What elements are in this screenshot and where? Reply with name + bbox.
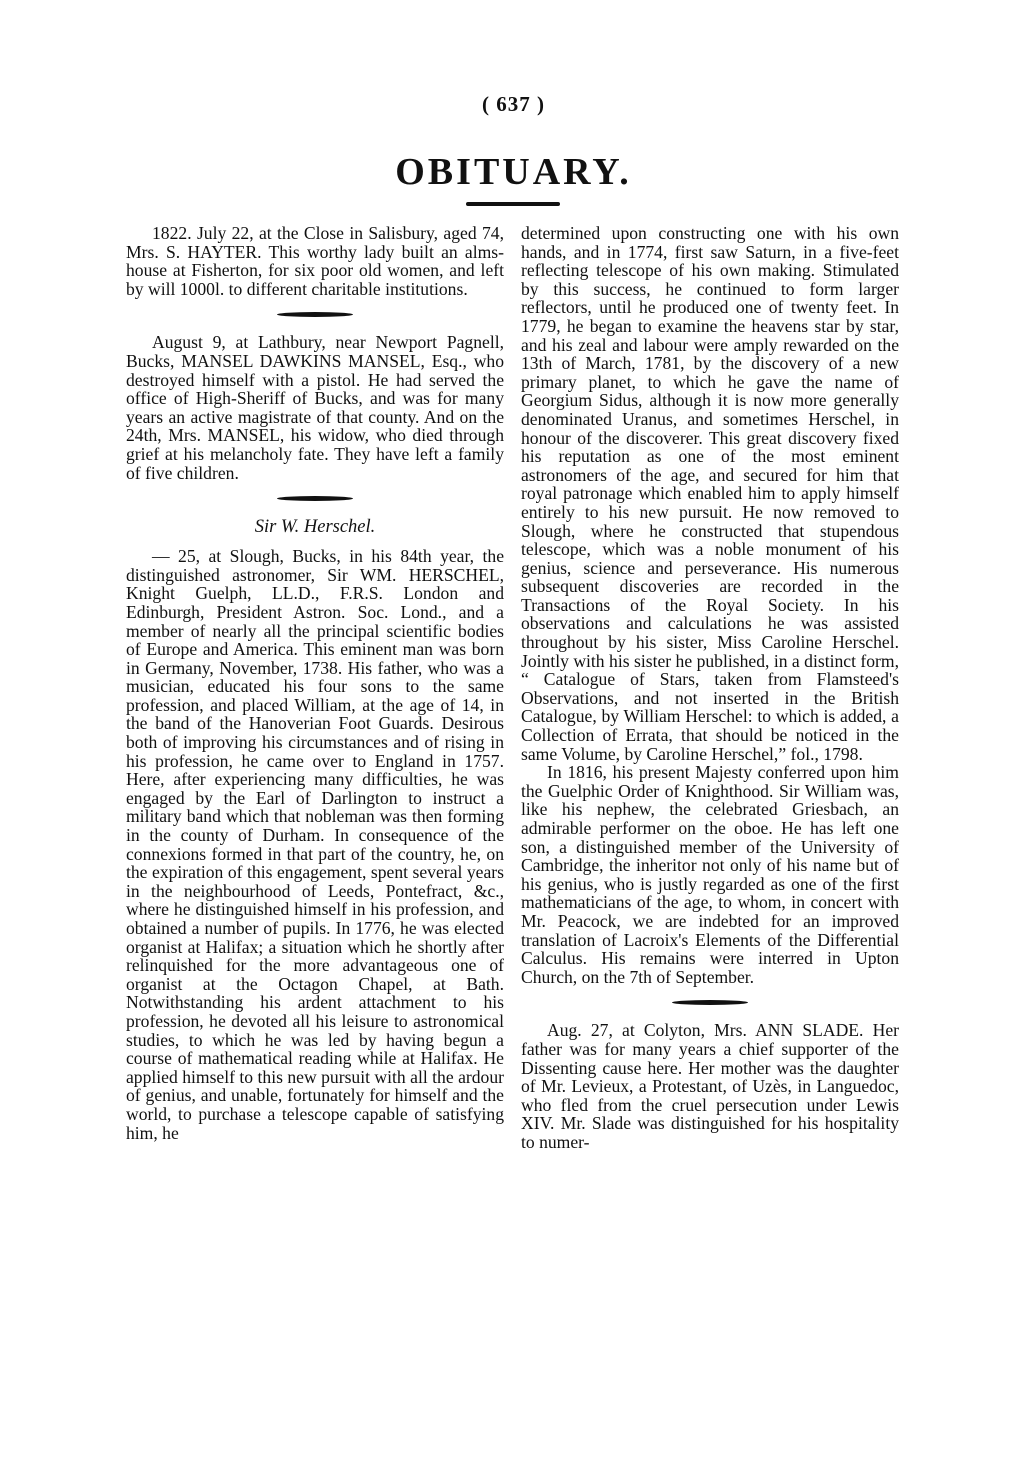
entry-slade: Aug. 27, at Colyton, Mrs. ANN SLADE. Her father was for many years a chief supporter of the Dissenting cause here. Her mother was the daughter of Mr. Levieux, a Protestant, of Uzès, in Languedoc, who fled from the cruel persecution under Lewis XIV. Mr. Slade was distinguished for his hospitality to numer-	[521, 1020, 899, 1152]
section-divider	[672, 1000, 748, 1005]
title-rule	[466, 202, 560, 206]
entry-herschel-continued: determined upon constructing one with his own hands, and in 1774, first saw Saturn, in a five-feet reflecting telescope of his own making. Stimulated by this success, he continued to form larger reflectors, until he produced one of twenty feet. In 1779, he began to examine the heavens star by star, and his zeal and labour were amply rewarded on the 13th of March, 1781, by the discovery of a new primary planet, to which he gave the name of Georgium Sidus, although it is now more generally denominated Uranus, and sometimes Herschel, in honour of the discoverer. This great discovery fixed his reputation as one of the most eminent astronomers of the age, and secured for him that royal patronage which enabled him to apply himself entirely to his new pursuit. He now removed to Slough, where he constructed that stupendous telescope, which was a noble monument of his genius, science and perseverance. His numerous subsequent discoveries are recorded in the Transactions of the Royal Society. In his observations and calculations he was assisted throughout by his sister, Miss Caroline Herschel. Jointly with his sister he published, in a distinct form, “ Catalogue of Stars, taken from Flamsteed's Observations, and not inserted in the British Catalogue, by William Herschel: to which is added, a Collection of Errata, that should be noticed in the same Volume, by Caroline Herschel,” fol., 1798.	[521, 223, 899, 764]
entry-herschel-continued-2: In 1816, his present Majesty conferred upon him the Guelphic Order of Knighthood. Sir William was, like his nephew, the celebrated Griesbach, an admirable performer on the oboe. He has left one son, a distinguished member of the University of Cambridge, the inheritor not only of his name but of his genius, who is justly regarded as one of the first mathematicians of the age, to whom, in concert with Mr. Peacock, we are indebted for an improved translation of Lacroix's Elements of the Differential Calculus. His remains were interred in Upton Church, on the 7th of September.	[521, 762, 899, 987]
section-divider	[277, 496, 353, 501]
left-column	[126, 224, 504, 1142]
page-title: OBITUARY.	[395, 151, 632, 193]
entry-hayter: 1822. July 22, at the Close in Salisbury, aged 74, Mrs. S. HAYTER. This worthy lady built an alms-house at Fisherton, for six poor old women, and left by will 1000l. to different charitable institutions.	[126, 223, 504, 299]
section-divider	[277, 312, 353, 317]
herschel-heading: Sir W. Herschel.	[254, 517, 376, 538]
entry-mansel: August 9, at Lathbury, near Newport Pagnell, Bucks, MANSEL DAWKINS MANSEL, Esq., who destroyed himself with a pistol. He had served the office of High-Sheriff of Bucks, and was for many years an active magistrate of that county. And on the 24th, Mrs. MANSEL, his widow, who died through grief at his melancholy fate. They have left a family of five children.	[126, 332, 504, 483]
right-column	[521, 224, 899, 1152]
page-number: ( 637 )	[482, 92, 545, 116]
entry-herschel: — 25, at Slough, Bucks, in his 84th year, the distinguished astronomer, Sir WM. HERSCHEL, Knight Guelph, LL.D., F.R.S. London and Edinburgh, President Astron. Soc. Lond., and a member of nearly all the principal scientific bodies of Europe and America. This eminent man was born in Germany, November, 1738. His father, who was a musician, educated his four sons to the same profession, and placed William, at the age of 14, in the band of the Hanoverian Foot Guards. Desirous both of improving his circumstances and of rising in his profession, he came over to England in 1757. Here, after experiencing many difficulties, he was engaged by the Earl of Darlington to instruct a military band which that nobleman was then forming in the county of Durham. In consequence of the connexions formed in that part of the country, he, on the expiration of this engagement, spent several years in the neighbourhood of Leeds, Pontefract, &c., where he distinguished himself in his profession, and obtained a number of pupils. In 1776, he was elected organist at Halifax; a situation which he shortly after relinquished for the more advantageous one of organist at the Octagon Chapel, at Bath. Notwithstanding his ardent attachment to his profession, he devoted all his leisure to astronomical studies, to which he was led by having begun a course of mathematical reading while at Halifax. He applied himself to this new pursuit with all the ardour of genius, and unable, fortunately for himself and the world, to purchase a telescope capable of satisfying him, he	[126, 546, 504, 1143]
